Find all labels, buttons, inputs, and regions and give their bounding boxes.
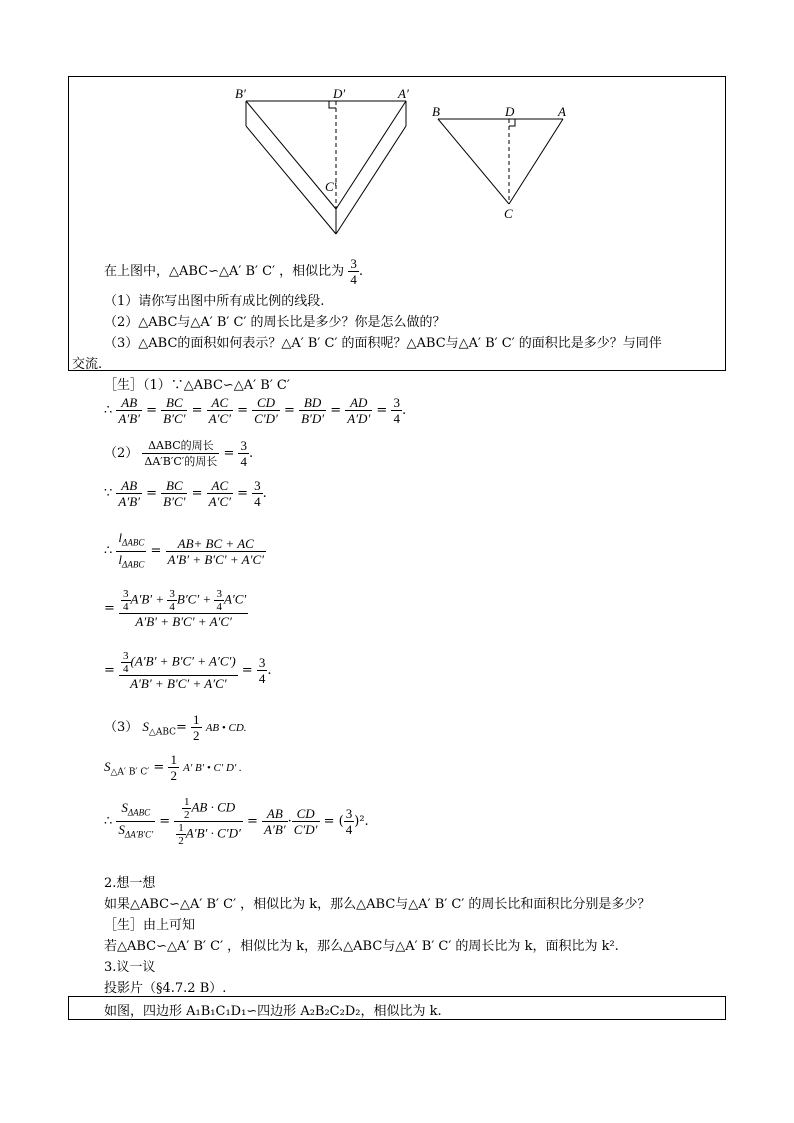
intro-den: 4: [350, 272, 357, 287]
therefore-symbol-2: ∴: [104, 543, 113, 559]
perimeter-num: ΔABC的周长: [148, 439, 214, 452]
label-a: A: [558, 104, 566, 119]
ratio-fraction: $\frac{CD}{C'D'}$: [254, 395, 278, 426]
ratio-fraction: $\frac{BD}{B'D'}$: [301, 395, 325, 426]
part3-label: （3）: [104, 720, 139, 735]
part2-label: （2）: [104, 446, 139, 461]
label-c-prime: C′: [325, 179, 337, 194]
label-d: D: [505, 104, 515, 119]
question-2: （2）△ABC与△A′ B′ C′ 的周长比是多少？你是怎么做的？: [104, 315, 446, 330]
perimeter-den: ΔA′B′C′的周长: [144, 455, 218, 468]
ratio-fraction: $\frac{AB}{A'B'}$: [118, 395, 140, 426]
ratio-fraction: $\frac{AC}{A'C'}$: [208, 395, 231, 426]
label-b: B: [432, 104, 440, 119]
triangle-figure: [68, 76, 726, 246]
section2-question: 如果△ABC∽△A′ B′ C′ ，相似比为 k，那么△ABC与△A′ B′ C′ 的周长比和面积比分别是多少？: [104, 897, 651, 912]
ratio-fraction: $\frac{3}{4}$: [393, 395, 400, 426]
step3-row: = $\frac{3}{4}$ A′B′ + $\frac{3}{4}$ B′C′ + $\frac{3}{4}$ A′C′ A′B′ + B′C′ + A′C′: [104, 588, 247, 629]
section3-box-text: 如图，四边形 A₁B₁C₁D₁∽四边形 A₂B₂C₂D₂，相似比为 k.: [104, 1004, 442, 1019]
section2-answer-1: ［生］由上可知: [104, 918, 196, 933]
section2-title: 2.想一想: [104, 876, 156, 891]
intro-fraction: [348, 256, 359, 287]
area-row-2: $S_{\triangle A' B' C'}$ = $\frac{1}{2}$ A′ B′ • C′ D′ .: [104, 752, 242, 783]
intro-line: [104, 256, 363, 287]
area-row-1: （3） $S_{\triangle ABC}=$ $\frac{1}{2}$ AB • CD.: [104, 712, 247, 743]
ratio-row-1: ∴ $\frac{AB}{A'B'}$ = $\frac{BC}{B'C'}$ = $\frac{AC}{A'C'}$ = $\frac{CD}{C'D'}$ = $\frac{BD}{B'D'}$ = $\frac{AD}{A'D'}$ = $\frac{3}{4}$ .: [104, 395, 407, 426]
label-d-prime: D′: [333, 86, 346, 101]
area-ratio-row: ∴ $\frac{S_{\Delta ABC}}{S_{\Delta A'B'C'}}$ = $\frac{1}{2}$ AB · CD $\frac{1}{2}$ A′B′ · C′D′ = $\frac{AB}{A'B'}$ · $\frac{CD}{C'D'}$ = ( $\frac{3}{4}$ )².: [104, 796, 369, 847]
area-s-fraction: $\frac{S_{\Delta ABC}}{S_{\Delta A'B'C'}}$: [116, 800, 155, 842]
perimeter-fraction: [142, 438, 219, 469]
solution-line-1: ［生］（1）∵△ABC∽△A′ B′ C′: [104, 378, 290, 393]
label-c: C: [504, 206, 513, 221]
ratio-fraction: $\frac{3}{4}$: [254, 478, 261, 509]
section2-answer-2: 若△ABC∽△A′ B′ C′ ，相似比为 k，那么△ABC与△A′ B′ C′ 的周长比为 k，面积比为 k².: [104, 939, 619, 954]
label-b-prime: B′: [235, 86, 246, 101]
area-inner-fraction: $\frac{1}{2}$ AB · CD $\frac{1}{2}$ A′B′ · C′D′: [174, 796, 243, 847]
ratio-fraction: $\frac{AB}{A'B'}$: [118, 478, 140, 509]
because-symbol: ∵: [104, 486, 113, 501]
question-1: （1）请你写出图中所有成比例的线段.: [104, 294, 325, 309]
ratio-fraction: $\frac{AC}{A'C'}$: [208, 478, 231, 509]
section3-title: 3.议一议: [104, 960, 156, 975]
step3-fraction: $\frac{3}{4}$ A′B′ + $\frac{3}{4}$ B′C′ + $\frac{3}{4}$ A′C′ A′B′ + B′C′ + A′C′: [119, 588, 248, 629]
intro-num: 3: [350, 256, 357, 271]
step4-fraction: $\frac{3}{4}$ (A′B′ + B′C′ + A′C′) A′B′ + B′C′ + A′C′: [119, 650, 238, 691]
step4-row: = $\frac{3}{4}$ (A′B′ + B′C′ + A′C′) A′B′ + B′C′ + A′C′ = $\frac{3}{4}$ .: [104, 650, 272, 691]
label-a-prime: A′: [398, 86, 409, 101]
section3-projection: 投影片（§4.7.2 B）.: [104, 981, 227, 996]
ratio-list-2: $\frac{AB}{A'B'}$ = $\frac{BC}{B'C'}$ = $\frac{AC}{A'C'}$ = $\frac{3}{4}$: [118, 478, 261, 509]
perimeter-sum-fraction: $\frac{AB+ BC + AC}{A'B' + B'C' + A'C'}$: [167, 535, 264, 567]
ratio-fraction: $\frac{BC}{B'C'}$: [163, 395, 186, 426]
intro-end: .: [358, 264, 363, 279]
ratio-fraction: $\frac{AD}{A'D'}$: [347, 395, 371, 426]
ratio-fraction: $\frac{BC}{B'C'}$: [163, 478, 186, 509]
perimeter-sum-row: ∴ $\frac{l_{\Delta ABC}}{l_{\Delta ABC}}$ = $\frac{AB+ BC + AC}{A'B' + B'C' + A'C'}$: [104, 530, 266, 572]
ratio-row-2: ∵ $\frac{AB}{A'B'}$ = $\frac{BC}{B'C'}$ = $\frac{AC}{A'C'}$ = $\frac{3}{4}$ .: [104, 478, 267, 509]
therefore-symbol: ∴: [104, 403, 113, 418]
ratio-list-1: $\frac{AB}{A'B'}$ = $\frac{BC}{B'C'}$ = $\frac{AC}{A'C'}$ = $\frac{CD}{C'D'}$ = $\frac{BD}{B'D'}$ = $\frac{AD}{A'D'}$ = $\frac{3}{4}$: [118, 395, 400, 426]
intro-text: 在上图中，△ABC∽△A′ B′ C′ ，相似比为: [104, 264, 345, 279]
question-3a: （3）△ABC的面积如何表示？△A′ B′ C′ 的面积呢？△ABC与△A′ B′ C′ 的面积比是多少？与同伴: [104, 336, 662, 351]
perimeter-value: $\frac{3}{4}$: [240, 438, 247, 469]
question-3b: 交流.: [72, 357, 103, 372]
perimeter-l-fraction: $\frac{l_{\Delta ABC}}{l_{\Delta ABC}}$: [116, 530, 146, 572]
perimeter-row: （2） $\frac{\text{ΔABC的周长}}{\text{ΔA′B′C′的周长}}$ = $\frac{3}{4}$ .: [104, 438, 254, 469]
